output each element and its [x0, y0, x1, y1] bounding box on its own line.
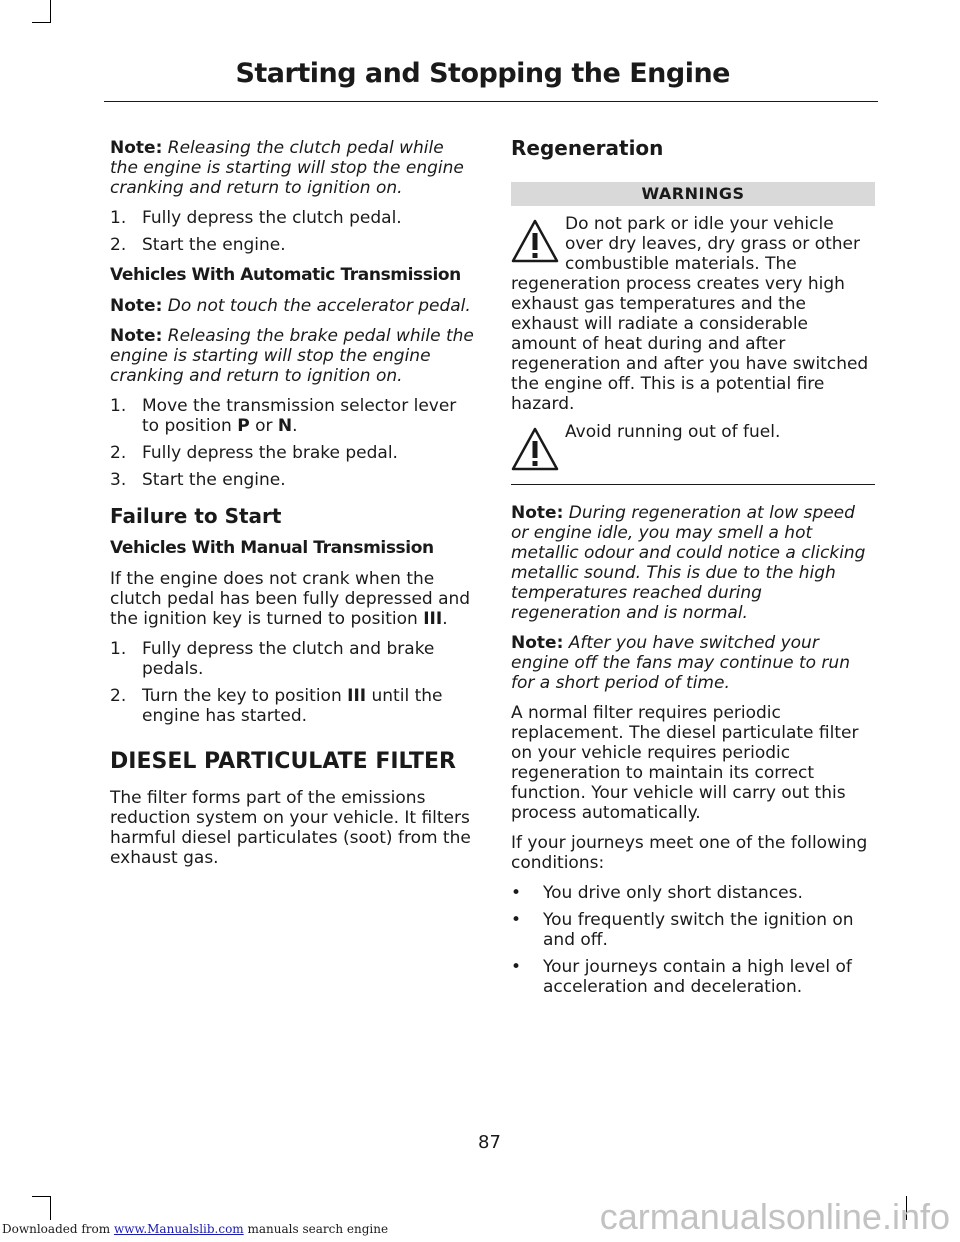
left-column — [110, 138, 476, 878]
page-title: Starting and Stopping the Engine — [235, 58, 730, 89]
paragraph: If the engine does not crank when the clutch pedal has been fully depressed and the ignition key is turned to position III. — [110, 569, 471, 629]
note — [511, 503, 875, 623]
list-item: 3. Start the engine. — [110, 470, 286, 490]
crop-mark — [32, 22, 51, 23]
list-item: 1. Fully depress the clutch and brake pedals. — [110, 639, 435, 679]
list-item: • Your journeys contain a high level of acceleration and deceleration. — [511, 957, 852, 997]
right-column — [511, 138, 875, 1007]
warning-text: Avoid running out of fuel. — [565, 422, 781, 442]
paragraph: A normal filter requires periodic replacement. The diesel particulate filter on your vehicle requires periodic regeneration to maintain its correct function. Your vehicle will carry out this process automatically. — [511, 703, 859, 823]
note-text: Do not touch the accelerator pedal. — [167, 296, 471, 316]
manual-start-steps — [110, 208, 476, 255]
failure-steps — [110, 639, 476, 726]
chapter-heading: DIESEL PARTICULATE FILTER — [110, 749, 456, 774]
paragraph: The filter forms part of the emissions reduction system on your vehicle. It filters harmful diesel particulates (soot) from the exhaust gas. — [110, 788, 471, 868]
download-footer: Downloaded from www.Manualslib.com manuals search engine — [2, 1222, 389, 1236]
subheading: Vehicles With Automatic Transmission — [110, 265, 461, 285]
auto-start-steps — [110, 396, 476, 490]
warning-text: Do not park or idle your vehicle over dry leaves, dry grass or other combustible materials. The regeneration process creates very high exhaust gas temperatures and the exhaust will radiate a considerable amount of heat during and after regeneration and after you have switched the engine off. This is a potential fire hazard. — [511, 214, 869, 414]
warnings-banner: WARNINGS — [511, 182, 875, 206]
warning-triangle-icon — [511, 218, 559, 264]
paragraph: If your journeys meet one of the following conditions: — [511, 833, 868, 873]
manualslib-link[interactable]: www.Manualslib.com — [113, 1222, 244, 1236]
note — [511, 633, 875, 693]
warnings-divider — [511, 484, 875, 485]
list-item: 2. Turn the key to position III until the engine has started. — [110, 686, 443, 726]
list-item: • You frequently switch the ignition on and off. — [511, 910, 854, 950]
list-item: 1. Move the transmission selector lever to position P or N. — [110, 396, 457, 436]
warning-block — [511, 214, 875, 414]
crop-mark — [32, 1196, 51, 1197]
crop-mark — [50, 1196, 51, 1220]
note-label: Note: — [110, 326, 163, 346]
list-item: 2. Fully depress the brake pedal. — [110, 443, 398, 463]
subheading: Vehicles With Manual Transmission — [110, 538, 434, 558]
section-heading: Failure to Start — [110, 504, 282, 528]
conditions-list — [511, 883, 875, 997]
note — [110, 138, 476, 198]
note-text: Releasing the brake pedal while the engine is starting will stop the engine cranking and return to ignition on. — [110, 326, 474, 386]
note-label: Note: — [110, 296, 163, 316]
warning-triangle-icon — [511, 426, 559, 472]
page-number: 87 — [478, 1132, 501, 1153]
warning-block — [511, 422, 875, 474]
list-item: 2. Start the engine. — [110, 235, 286, 255]
list-item: • You drive only short distances. — [511, 883, 803, 903]
list-item: 1. Fully depress the clutch pedal. — [110, 208, 402, 228]
note — [110, 296, 476, 316]
note-label: Note: — [511, 503, 564, 523]
watermark: carmanualsonline.info — [599, 1196, 950, 1237]
crop-mark — [50, 0, 51, 22]
note-text: Releasing the clutch pedal while the engine is starting will stop the engine cranking and return to ignition on. — [110, 138, 464, 198]
note-label: Note: — [110, 138, 163, 158]
note-label: Note: — [511, 633, 564, 653]
note-text: After you have switched your engine off the fans may continue to run for a short period of time. — [511, 633, 850, 693]
note — [110, 326, 476, 386]
section-heading: Regeneration — [511, 136, 664, 160]
header-divider — [104, 101, 878, 102]
note-text: During regeneration at low speed or engine idle, you may smell a hot metallic odour and could notice a clicking metallic sound. This is due to the high temperatures reached during regeneration and is normal. — [511, 503, 866, 623]
